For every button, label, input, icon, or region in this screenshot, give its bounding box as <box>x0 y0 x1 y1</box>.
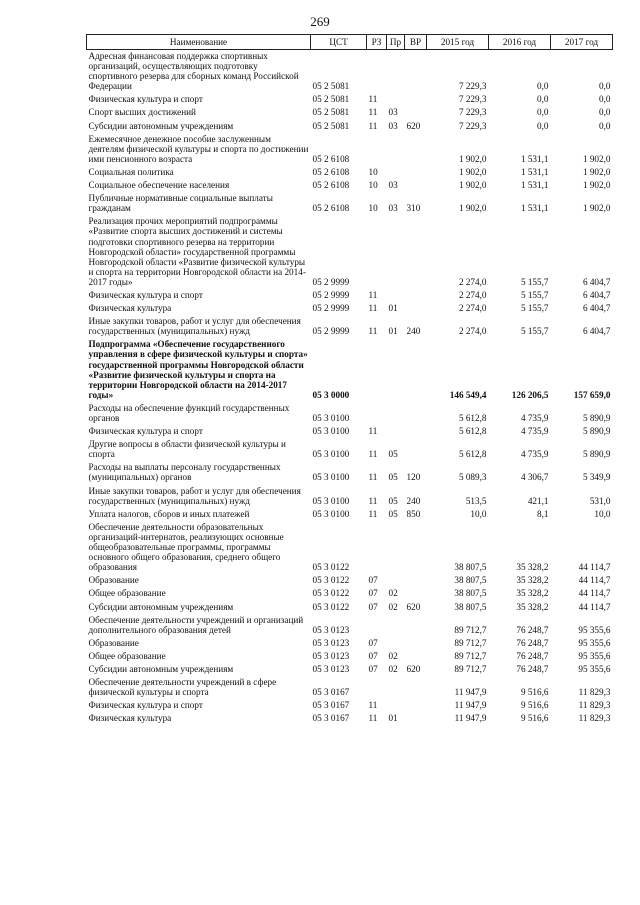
cell-pr <box>387 338 405 402</box>
table-row <box>87 166 613 179</box>
cell-cst: 05 3 0122 <box>312 588 350 599</box>
cell-vr: 850 <box>406 508 421 519</box>
cell-cst: 05 3 0100 <box>312 426 350 437</box>
cell-2016: 1 531,1 <box>520 166 549 177</box>
cell-2016: 4 735,9 <box>520 413 549 423</box>
cell-2015: 5 089,3 <box>458 472 487 483</box>
cell-vr: 240 <box>406 495 421 506</box>
cell-2016: 1 531,1 <box>520 153 549 164</box>
cell-vr: 240 <box>406 326 421 337</box>
cell-pr: 03 <box>388 203 398 214</box>
cell-rz: 11 <box>368 289 378 300</box>
table-row <box>87 106 613 119</box>
cell-pr: 05 <box>388 495 398 506</box>
cell-2016: 9 516,6 <box>520 687 549 698</box>
cell-vr <box>405 166 427 179</box>
cell-2017: 95 355,6 <box>578 637 611 648</box>
cell-pr <box>387 289 405 302</box>
cell-cst: 05 3 0123 <box>312 637 350 648</box>
cell-cst: 05 3 0167 <box>312 713 350 724</box>
table-row <box>87 614 613 637</box>
cell-2017: 5 890,9 <box>582 426 611 437</box>
cell-rz: 11 <box>368 495 378 506</box>
cell-pr: 03 <box>388 180 398 191</box>
cell-rz: 07 <box>368 588 378 599</box>
cell-pr: 01 <box>388 303 398 314</box>
cell-vr <box>405 614 427 637</box>
table-row <box>87 133 613 166</box>
cell-vr <box>405 574 427 587</box>
cell-rz: 11 <box>368 508 378 519</box>
table-row <box>87 289 613 302</box>
cell-2017: 11 829,3 <box>578 713 611 724</box>
cell-name: Иные закупки товаров, работ и услуг для обеспечения государственных (муниципальных) нужд <box>88 316 301 337</box>
table-row <box>87 215 613 289</box>
cell-2016: 1 531,1 <box>520 203 549 214</box>
budget-table <box>86 34 613 725</box>
cell-cst: 05 3 0122 <box>312 575 350 586</box>
header-year-2015: 2015 год <box>427 35 489 50</box>
cell-2017: 5 890,9 <box>582 413 611 423</box>
cell-rz: 11 <box>368 472 378 483</box>
cell-pr: 02 <box>388 601 398 612</box>
cell-name: Физическая культура и спорт <box>88 289 203 300</box>
table-row <box>87 315 613 338</box>
table-row <box>87 650 613 663</box>
cell-pr: 05 <box>388 508 398 519</box>
cell-name: Образование <box>88 575 139 586</box>
cell-2017: 6 404,7 <box>582 276 611 287</box>
header-year-2017: 2017 год <box>551 35 613 50</box>
table-row <box>87 637 613 650</box>
cell-name: Адресная финансовая поддержка спортивных организаций, осуществляющих подготовку спортивного резерва для сборных команд Российской Федерации <box>88 51 299 92</box>
cell-rz <box>367 402 387 425</box>
cell-name: Физическая культура <box>88 713 172 724</box>
cell-2016: 4 306,7 <box>520 472 549 483</box>
cell-vr <box>405 637 427 650</box>
header-name: Наименование <box>87 35 311 50</box>
cell-2016: 76 248,7 <box>516 637 549 648</box>
cell-vr <box>405 302 427 315</box>
cell-name: Иные закупки товаров, работ и услуг для обеспечения государственных (муниципальных) нужд <box>88 485 301 506</box>
cell-name: Субсидии автономным учреждениям <box>88 601 234 612</box>
cell-vr <box>405 402 427 425</box>
cell-pr: 03 <box>388 107 398 118</box>
cell-pr: 05 <box>388 472 398 483</box>
cell-2016: 5 155,7 <box>520 289 549 300</box>
cell-rz <box>367 50 387 94</box>
cell-2016: 35 328,2 <box>516 601 549 612</box>
cell-vr <box>405 699 427 712</box>
cell-rz: 10 <box>368 180 378 191</box>
cell-name: Обеспечение деятельности образовательных организаций-интернатов, реализующих основные общеобразовательные программы, программы основного общего образования, среднего общего образования <box>88 521 284 573</box>
cell-2017: 95 355,6 <box>578 650 611 661</box>
cell-vr <box>405 676 427 699</box>
cell-2017: 5 349,9 <box>582 472 611 483</box>
cell-2016: 1 531,1 <box>520 180 549 191</box>
cell-2015: 2 274,0 <box>458 326 487 337</box>
cell-2015: 38 807,5 <box>454 575 487 586</box>
cell-2017: 1 902,0 <box>582 203 611 214</box>
cell-2016: 5 155,7 <box>520 303 549 314</box>
cell-name: Общее образование <box>88 588 166 599</box>
header-cst: ЦСТ <box>311 35 367 50</box>
cell-cst: 05 3 0167 <box>312 687 350 698</box>
table-row <box>87 402 613 425</box>
cell-2017: 1 902,0 <box>582 166 611 177</box>
cell-cst: 05 2 9999 <box>312 303 350 314</box>
cell-cst: 05 3 0100 <box>312 413 350 423</box>
cell-rz: 07 <box>368 575 378 586</box>
cell-pr: 02 <box>388 650 398 661</box>
cell-vr: 120 <box>406 472 421 483</box>
cell-2016: 126 206,5 <box>511 389 549 400</box>
cell-cst: 05 3 0122 <box>312 601 350 612</box>
cell-2017: 1 902,0 <box>582 180 611 191</box>
cell-pr: 01 <box>388 713 398 724</box>
cell-cst: 05 3 0100 <box>312 508 350 519</box>
cell-2015: 7 229,3 <box>458 81 487 92</box>
cell-2017: 6 404,7 <box>582 289 611 300</box>
cell-2015: 7 229,3 <box>458 94 487 105</box>
cell-2015: 38 807,5 <box>454 601 487 612</box>
header-year-2016: 2016 год <box>489 35 551 50</box>
cell-2015: 1 902,0 <box>458 180 487 191</box>
cell-pr <box>387 676 405 699</box>
cell-name: Физическая культура и спорт <box>88 94 203 105</box>
cell-2017: 44 114,7 <box>578 601 611 612</box>
table-row <box>87 574 613 587</box>
cell-cst: 05 2 5081 <box>312 94 350 105</box>
table-row <box>87 120 613 133</box>
table-row <box>87 192 613 215</box>
cell-vr <box>405 179 427 192</box>
cell-cst: 05 3 0123 <box>312 650 350 661</box>
cell-cst: 05 2 6108 <box>312 166 350 177</box>
cell-vr <box>405 521 427 574</box>
cell-2017: 95 355,6 <box>578 624 611 635</box>
cell-pr <box>387 166 405 179</box>
table-row <box>87 338 613 402</box>
cell-name: Ежемесячное денежное пособие заслуженным деятелям физической культуры и спорта по достижении ими пенсионного возраста <box>88 133 309 164</box>
cell-2015: 7 229,3 <box>458 107 487 118</box>
cell-name: Обеспечение деятельности учреждений в сфере физической культуры и спорта <box>88 677 277 698</box>
cell-2015: 1 902,0 <box>458 153 487 164</box>
cell-rz: 07 <box>368 663 378 674</box>
cell-2016: 76 248,7 <box>516 650 549 661</box>
cell-name: Физическая культура и спорт <box>88 700 203 711</box>
cell-rz: 11 <box>368 303 378 314</box>
table-row <box>87 461 613 484</box>
cell-name: Общее образование <box>88 650 166 661</box>
cell-2015: 146 549,4 <box>449 389 487 400</box>
cell-2016: 421,1 <box>527 495 549 506</box>
cell-cst: 05 3 0122 <box>312 562 350 573</box>
cell-2016: 9 516,6 <box>520 700 549 711</box>
cell-2015: 11 947,9 <box>454 687 487 698</box>
cell-cst: 05 2 6108 <box>312 180 350 191</box>
cell-cst: 05 2 9999 <box>312 276 350 287</box>
cell-2017: 44 114,7 <box>578 588 611 599</box>
cell-pr: 02 <box>388 663 398 674</box>
cell-vr <box>405 425 427 438</box>
table-row <box>87 521 613 574</box>
cell-name: Другие вопросы в области физической культуры и спорта <box>88 439 286 460</box>
cell-2017: 0,0 <box>599 81 611 92</box>
cell-pr: 01 <box>388 326 398 337</box>
cell-2015: 10,0 <box>470 508 487 519</box>
cell-name: Физическая культура <box>88 303 172 314</box>
table-row <box>87 438 613 461</box>
cell-pr <box>387 133 405 166</box>
cell-name: Образование <box>88 637 139 648</box>
cell-vr: 620 <box>406 663 421 674</box>
cell-pr <box>387 425 405 438</box>
cell-rz: 07 <box>368 601 378 612</box>
cell-rz: 11 <box>368 449 378 460</box>
cell-cst: 05 2 5081 <box>312 120 350 131</box>
table-row <box>87 587 613 600</box>
header-rz: РЗ <box>367 35 387 50</box>
cell-rz: 10 <box>368 203 378 214</box>
cell-vr <box>405 93 427 106</box>
cell-2016: 0,0 <box>537 107 549 118</box>
cell-2017: 11 829,3 <box>578 700 611 711</box>
cell-2015: 2 274,0 <box>458 276 487 287</box>
table-row <box>87 601 613 614</box>
cell-cst: 05 3 0123 <box>312 663 350 674</box>
cell-pr <box>387 699 405 712</box>
header-vr: ВР <box>405 35 427 50</box>
cell-rz: 07 <box>368 650 378 661</box>
cell-name: Социальное обеспечение населения <box>88 180 230 191</box>
cell-pr <box>387 614 405 637</box>
cell-pr <box>387 402 405 425</box>
cell-2016: 76 248,7 <box>516 624 549 635</box>
cell-name: Уплата налогов, сборов и иных платежей <box>88 508 250 519</box>
cell-rz <box>367 133 387 166</box>
cell-cst: 05 3 0100 <box>312 472 350 483</box>
cell-rz <box>367 521 387 574</box>
cell-rz: 11 <box>368 700 378 711</box>
cell-cst: 05 2 5081 <box>312 81 350 92</box>
cell-vr <box>405 712 427 725</box>
table-row <box>87 712 613 725</box>
cell-pr <box>387 574 405 587</box>
cell-2015: 7 229,3 <box>458 120 487 131</box>
cell-name: Реализация прочих мероприятий подпрограммы «Развитие спорта высших достижений и системы подготовки спортивного резерва на территории Новгородской области» государственной программы Новгородской области «Развитие физической культуры и спорта на территории Новгородской области на 2014-2017 годы» <box>88 216 306 287</box>
cell-rz: 07 <box>368 637 378 648</box>
cell-pr: 03 <box>388 120 398 131</box>
cell-cst: 05 3 0123 <box>312 624 350 635</box>
cell-2017: 11 829,3 <box>578 687 611 698</box>
table-row <box>87 485 613 508</box>
cell-2015: 2 274,0 <box>458 303 487 314</box>
cell-2016: 35 328,2 <box>516 575 549 586</box>
cell-rz: 11 <box>368 94 378 105</box>
cell-2015: 89 712,7 <box>454 650 487 661</box>
cell-rz <box>367 676 387 699</box>
cell-pr: 05 <box>388 449 398 460</box>
cell-name: Подпрограмма «Обеспечение государственного управления в сфере физической культуры и спорта» государственной программы Новгородской области «Развитие физической культуры и спорта на территории Новгородской области на 2014-2017 годы» <box>88 339 308 400</box>
cell-rz: 11 <box>368 120 378 131</box>
cell-2015: 11 947,9 <box>454 700 487 711</box>
cell-cst: 05 2 5081 <box>312 107 350 118</box>
cell-2015: 1 902,0 <box>458 166 487 177</box>
cell-rz: 11 <box>368 426 378 437</box>
cell-2016: 8,1 <box>537 508 549 519</box>
cell-cst: 05 2 9999 <box>312 289 350 300</box>
table-header-row <box>87 35 613 50</box>
cell-2015: 513,5 <box>465 495 487 506</box>
cell-vr <box>405 289 427 302</box>
page-number: 269 <box>310 14 330 29</box>
cell-cst: 05 3 0100 <box>312 495 350 506</box>
table-row <box>87 302 613 315</box>
cell-2016: 35 328,2 <box>516 562 549 573</box>
cell-2017: 0,0 <box>599 94 611 105</box>
cell-vr <box>405 338 427 402</box>
cell-vr <box>405 50 427 94</box>
cell-vr <box>405 438 427 461</box>
table-row <box>87 663 613 676</box>
cell-2015: 11 947,9 <box>454 713 487 724</box>
cell-2015: 5 612,8 <box>458 426 487 437</box>
cell-2016: 5 155,7 <box>520 276 549 287</box>
cell-cst: 05 2 9999 <box>312 326 350 337</box>
table-row <box>87 676 613 699</box>
cell-name: Расходы на обеспечение функций государственных органов <box>88 402 290 423</box>
cell-2016: 0,0 <box>537 120 549 131</box>
cell-pr <box>387 215 405 289</box>
cell-2017: 44 114,7 <box>578 575 611 586</box>
cell-cst: 05 2 6108 <box>312 153 350 164</box>
cell-vr: 620 <box>406 120 421 131</box>
cell-name: Субсидии автономным учреждениям <box>88 120 234 131</box>
cell-rz <box>367 338 387 402</box>
cell-2016: 0,0 <box>537 81 549 92</box>
cell-2015: 5 612,8 <box>458 449 487 460</box>
cell-2016: 4 735,9 <box>520 449 549 460</box>
cell-2017: 157 659,0 <box>573 389 611 400</box>
cell-2017: 0,0 <box>599 120 611 131</box>
cell-vr <box>405 215 427 289</box>
cell-vr <box>405 106 427 119</box>
cell-name: Расходы на выплаты персоналу государственных (муниципальных) органов <box>88 462 281 483</box>
cell-2017: 0,0 <box>599 107 611 118</box>
cell-vr <box>405 587 427 600</box>
cell-2017: 6 404,7 <box>582 303 611 314</box>
cell-name: Публичные нормативные социальные выплаты гражданам <box>88 193 273 214</box>
cell-pr <box>387 50 405 94</box>
cell-2015: 38 807,5 <box>454 562 487 573</box>
cell-cst: 05 3 0100 <box>312 449 350 460</box>
cell-name: Спорт высших достижений <box>88 107 196 118</box>
cell-2017: 95 355,6 <box>578 663 611 674</box>
cell-vr <box>405 133 427 166</box>
cell-2015: 38 807,5 <box>454 588 487 599</box>
cell-2016: 0,0 <box>537 94 549 105</box>
cell-2016: 4 735,9 <box>520 426 549 437</box>
cell-2017: 5 890,9 <box>582 449 611 460</box>
cell-vr <box>405 650 427 663</box>
cell-2016: 76 248,7 <box>516 663 549 674</box>
cell-2015: 5 612,8 <box>458 413 487 423</box>
cell-2015: 89 712,7 <box>454 624 487 635</box>
cell-2017: 44 114,7 <box>578 562 611 573</box>
table-body <box>87 50 613 726</box>
cell-cst: 05 2 6108 <box>312 203 350 214</box>
cell-rz: 10 <box>368 166 378 177</box>
cell-name: Физическая культура и спорт <box>88 426 203 437</box>
cell-2016: 5 155,7 <box>520 326 549 337</box>
cell-2017: 6 404,7 <box>582 326 611 337</box>
cell-pr <box>387 521 405 574</box>
cell-2015: 89 712,7 <box>454 637 487 648</box>
cell-rz: 11 <box>368 326 378 337</box>
cell-name: Социальная политика <box>88 166 174 177</box>
cell-cst: 05 3 0000 <box>312 389 350 400</box>
table-row <box>87 699 613 712</box>
cell-2015: 1 902,0 <box>458 203 487 214</box>
table-row <box>87 50 613 94</box>
cell-name: Субсидии автономным учреждениям <box>88 663 234 674</box>
cell-pr: 02 <box>388 588 398 599</box>
cell-2017: 10,0 <box>594 508 611 519</box>
cell-2016: 9 516,6 <box>520 713 549 724</box>
cell-rz: 11 <box>368 107 378 118</box>
cell-pr <box>387 93 405 106</box>
cell-rz: 11 <box>368 713 378 724</box>
table-row <box>87 93 613 106</box>
cell-2015: 2 274,0 <box>458 289 487 300</box>
cell-vr: 310 <box>406 203 421 214</box>
cell-cst: 05 3 0167 <box>312 700 350 711</box>
table-row <box>87 508 613 521</box>
cell-rz <box>367 614 387 637</box>
cell-2016: 35 328,2 <box>516 588 549 599</box>
cell-2015: 89 712,7 <box>454 663 487 674</box>
cell-2017: 531,0 <box>589 495 611 506</box>
table-row <box>87 425 613 438</box>
cell-rz <box>367 215 387 289</box>
cell-name: Обеспечение деятельности учреждений и организаций дополнительного образования детей <box>88 614 304 635</box>
header-pr: Пр <box>387 35 405 50</box>
cell-2017: 1 902,0 <box>582 153 611 164</box>
cell-pr <box>387 637 405 650</box>
table-row <box>87 179 613 192</box>
cell-vr: 620 <box>406 601 421 612</box>
